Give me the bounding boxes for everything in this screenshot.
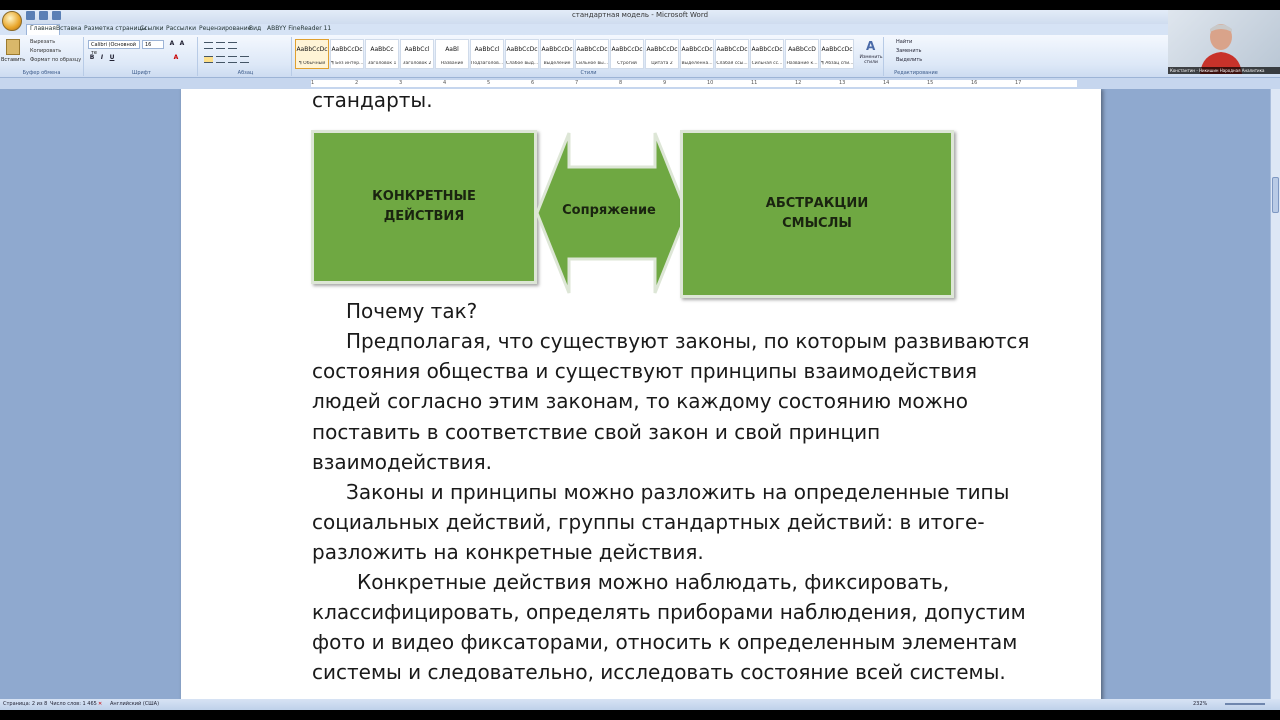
style-item[interactable] xyxy=(540,39,574,69)
style-name: Заголовок 2 xyxy=(402,61,432,66)
style-sample: AaBbCcDc xyxy=(646,46,678,53)
font-size-select[interactable]: 16 xyxy=(142,40,164,49)
style-name: Подзаголов... xyxy=(471,61,503,66)
style-sample: AaBbCc xyxy=(370,46,394,53)
style-item[interactable] xyxy=(505,39,539,69)
title-bar xyxy=(0,10,1280,24)
ruler-number: 17 xyxy=(1015,80,1022,86)
find-button[interactable]: Найти xyxy=(896,39,913,45)
right-box-line-1: АБСТРАКЦИИ xyxy=(765,196,869,211)
zoom-level[interactable]: 232% xyxy=(1193,701,1208,707)
tab-view[interactable]: Вид xyxy=(249,25,262,32)
style-item[interactable] xyxy=(435,39,469,69)
style-sample: AaBbCcDc xyxy=(541,46,573,53)
doc-line-3: состояния общества и существуют принципы взаимодействия xyxy=(312,359,978,383)
doc-line-1: Почему так? xyxy=(346,299,478,323)
style-sample: AaBbCcDc xyxy=(576,46,608,53)
change-styles-group xyxy=(856,37,886,76)
justify-icon[interactable] xyxy=(240,56,249,63)
tab-review[interactable]: Рецензирование xyxy=(199,25,252,32)
font-group xyxy=(86,37,198,76)
style-name: Название к... xyxy=(786,61,818,66)
style-name: Цитата 2 xyxy=(651,61,673,66)
office-button[interactable] xyxy=(2,11,22,31)
doc-line-11: классифицировать, определять приборами наблюдения, допустим xyxy=(312,600,1026,624)
editing-group xyxy=(886,37,946,76)
style-item[interactable] xyxy=(750,39,784,69)
style-sample: AaBbCcl xyxy=(474,46,500,53)
tab-page-layout[interactable]: Разметка страницы xyxy=(84,25,147,32)
style-item[interactable] xyxy=(330,39,364,69)
style-sample: AaBbCcDc xyxy=(751,46,783,53)
ruler-track xyxy=(311,80,1077,87)
style-item[interactable] xyxy=(365,39,399,69)
style-item[interactable] xyxy=(820,39,854,69)
page-count[interactable]: Страница: 2 из 8 xyxy=(3,701,48,707)
style-sample: AaBbCcDc xyxy=(716,46,748,53)
vertical-scrollbar[interactable] xyxy=(1270,89,1280,699)
webcam-caption: Константин - Никишин Народная Аналитика xyxy=(1168,67,1280,74)
grow-font-button[interactable]: A xyxy=(169,40,175,47)
select-button[interactable]: Выделить xyxy=(896,57,923,63)
ruler-number: 1 xyxy=(311,80,315,86)
style-name: ¶ Без интер... xyxy=(331,61,363,66)
ruler-number: 12 xyxy=(795,80,802,86)
style-item[interactable] xyxy=(785,39,819,69)
paragraph-group-label: Абзац xyxy=(237,70,254,76)
paste-icon[interactable] xyxy=(6,39,20,55)
doc-line-8: социальных действий, группы стандартных действий: в итоге- xyxy=(312,510,985,534)
tab-insert[interactable]: Вставка xyxy=(56,25,82,32)
style-item[interactable] xyxy=(470,39,504,69)
ruler-number: 6 xyxy=(531,80,535,86)
ruler-number: 2 xyxy=(355,80,359,86)
style-item[interactable] xyxy=(715,39,749,69)
tab-abbyy[interactable]: ABBYY FineReader 11 xyxy=(267,25,332,32)
editing-group-label: Редактирование xyxy=(894,70,938,76)
style-item[interactable] xyxy=(645,39,679,69)
doc-line-2: Предполагая, что существуют законы, по которым развиваются xyxy=(346,329,1030,353)
cut-button[interactable]: Вырезать xyxy=(30,39,56,45)
arrow-label: Сопряжение xyxy=(562,203,656,218)
align-left-icon[interactable] xyxy=(204,56,213,63)
doc-line-4: людей согласно этим законам, то каждому состоянию можно xyxy=(312,389,968,413)
diagram-right-box xyxy=(680,130,954,298)
doc-line-6: взаимодействия. xyxy=(312,450,492,474)
style-item[interactable] xyxy=(295,39,329,69)
clipboard-group xyxy=(0,37,84,76)
ruler-number: 8 xyxy=(619,80,623,86)
align-center-icon[interactable] xyxy=(216,56,225,63)
style-item[interactable] xyxy=(400,39,434,69)
right-box-line-2: СМЫСЛЫ xyxy=(782,216,852,231)
clipboard-group-label: Буфер обмена xyxy=(22,70,61,76)
diagram-left-box xyxy=(311,130,537,284)
ruler-number: 15 xyxy=(927,80,934,86)
style-name: Выделение xyxy=(543,61,571,66)
style-sample: AaBl xyxy=(445,46,459,53)
style-sample: AaBbCcDc xyxy=(331,46,363,53)
ruler-number: 16 xyxy=(971,80,978,86)
ruler-number: 10 xyxy=(707,80,714,86)
presenter-figure xyxy=(1198,20,1244,74)
style-sample: AaBbCcDc xyxy=(611,46,643,53)
doc-line-top: стандарты. xyxy=(312,89,433,112)
paste-button[interactable]: Вставить xyxy=(1,57,26,63)
style-name: Название xyxy=(440,61,464,66)
style-name: ¶ Обычный xyxy=(298,61,326,66)
ribbon xyxy=(0,35,1280,78)
style-name: Слабое выд... xyxy=(506,61,538,66)
horizontal-ruler[interactable] xyxy=(0,78,1280,89)
style-sample: AaBbCcD xyxy=(788,46,816,53)
bold-button[interactable]: B xyxy=(89,54,95,61)
ribbon-tabs xyxy=(0,24,1280,35)
scrollbar-thumb[interactable] xyxy=(1272,177,1279,213)
language-indicator[interactable]: Английский (США) xyxy=(110,701,160,707)
style-sample: AaBbCcDc xyxy=(296,46,328,53)
doc-line-9: разложить на конкретные действия. xyxy=(312,540,704,564)
status-bar xyxy=(0,699,1280,710)
doc-line-5: поставить в соответствие свой закон и свой принцип xyxy=(312,420,881,444)
doc-line-7: Законы и принципы можно разложить на определенные типы xyxy=(346,480,1010,504)
change-styles-icon[interactable]: A xyxy=(866,39,876,53)
document-workspace xyxy=(0,89,1270,699)
style-name: Заголовок 1 xyxy=(367,61,397,66)
style-sample: AaBbCcDc xyxy=(681,46,713,53)
font-color-button[interactable]: A xyxy=(173,54,179,61)
style-name: Сильная сс... xyxy=(751,61,783,66)
shrink-font-button[interactable]: A xyxy=(179,40,185,47)
word-count[interactable]: Число слов: 1 465 xyxy=(50,701,97,707)
style-item[interactable] xyxy=(680,39,714,69)
bullets-icon[interactable] xyxy=(204,42,213,49)
styles-group-label: Стили xyxy=(580,70,597,76)
doc-line-12: фото и видео фиксаторами, относить к определенным элементам xyxy=(312,630,1018,654)
copy-button[interactable]: Копировать xyxy=(30,48,62,54)
style-item[interactable] xyxy=(610,39,644,69)
ruler-number: 3 xyxy=(399,80,403,86)
underline-button[interactable]: U xyxy=(109,54,115,61)
ruler-number: 11 xyxy=(751,80,758,86)
proofing-icon[interactable]: ✕ xyxy=(98,701,103,707)
change-styles-button[interactable]: Изменить стили xyxy=(859,55,883,65)
window-title: стандартная модель - Microsoft Word xyxy=(571,11,709,19)
paragraph-group xyxy=(200,37,292,76)
align-right-icon[interactable] xyxy=(228,56,237,63)
webcam-overlay xyxy=(1168,10,1280,74)
style-name: Выделенна... xyxy=(681,61,713,66)
replace-button[interactable]: Заменить xyxy=(896,48,922,54)
ruler-number: 4 xyxy=(443,80,447,86)
left-box-line-2: ДЕЙСТВИЯ xyxy=(383,209,465,224)
style-sample: AaBbCcDc xyxy=(506,46,538,53)
numbering-icon[interactable] xyxy=(216,42,225,49)
left-box-line-1: КОНКРЕТНЫЕ xyxy=(372,189,476,204)
tab-mailings[interactable]: Рассылки xyxy=(166,25,196,32)
ruler-number: 9 xyxy=(663,80,667,86)
ruler-number: 7 xyxy=(575,80,579,86)
style-name: Слабая ссы... xyxy=(716,61,748,66)
style-name: Сильное вы... xyxy=(576,61,608,66)
multilevel-list-icon[interactable] xyxy=(228,42,237,49)
style-sample: AaBbCcDc xyxy=(821,46,853,53)
doc-line-13: системы и следовательно, исследовать состояние всей системы. xyxy=(312,660,1006,684)
tab-references[interactable]: Ссылки xyxy=(140,25,164,32)
style-sample: AaBbCcl xyxy=(404,46,430,53)
italic-button[interactable]: I xyxy=(100,54,104,61)
tab-home[interactable]: Главная xyxy=(26,24,60,35)
font-group-label: Шрифт xyxy=(132,70,151,76)
ruler-number: 13 xyxy=(839,80,846,86)
doc-line-10: Конкретные действия можно наблюдать, фиксировать, xyxy=(357,570,950,594)
zoom-slider[interactable] xyxy=(1225,703,1265,705)
format-painter-button[interactable]: Формат по образцу xyxy=(30,57,82,63)
font-name-select[interactable]: Calibri (Основной те xyxy=(88,40,140,49)
style-name: Строгий xyxy=(617,61,637,66)
ruler-number: 14 xyxy=(883,80,890,86)
styles-group xyxy=(294,37,884,76)
style-name: ¶ Абзац спи... xyxy=(821,61,853,66)
ruler-number: 5 xyxy=(487,80,491,86)
style-item[interactable] xyxy=(575,39,609,69)
